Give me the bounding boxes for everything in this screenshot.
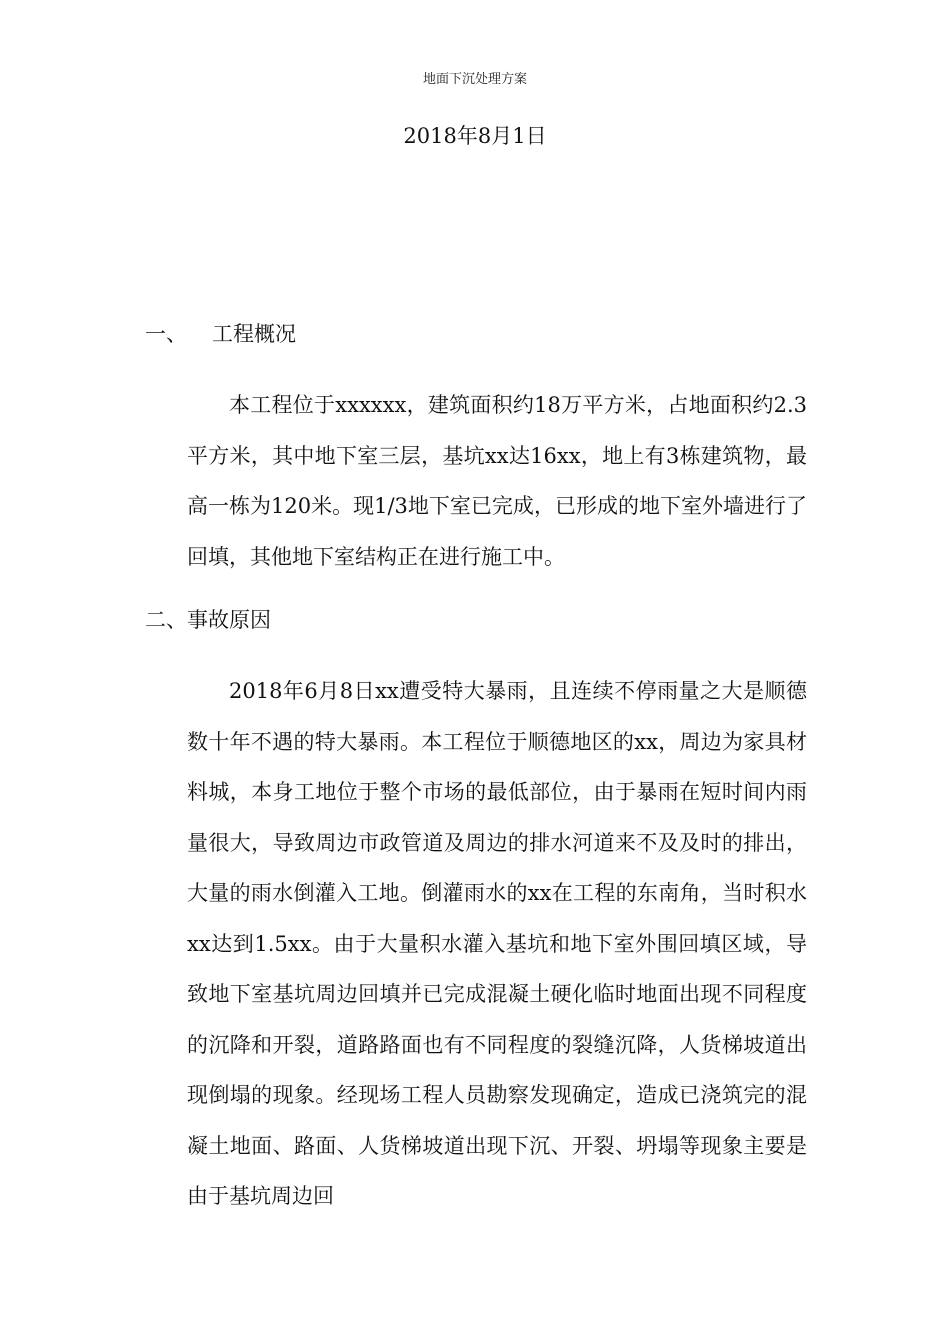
section-paragraph-cause: 2018年6月8日xx遭受特大暴雨，且连续不停雨量之大是顺德数十年不遇的特大暴雨。本工程位于顺德地区的xx，周边为家具材料城，本身工地位于整个市场的最低部位，由于暴雨在短时间内雨量很大，导致周边市政管道及周边的排水河道来不及及时的排出，大量的雨水倒灌入工地。倒灌雨水的xx在工程的东南角，当时积水xx达到1.5xx。由于大量积水灌入基坑和地下室外围回填区域，导致地下室基坑周边回填并已完成混凝土硬化临时地面出现不同程度的沉降和开裂，道路路面也有不同程度的裂缝沉降，人货梯坡道出现倒塌的现象。经现场工程人员勘察发现确定，造成已浇筑完的混凝土地面、路面、人货梯坡道出现下沉、开裂、坍塌等现象主要是由于基坑周边回 <box>187 679 807 1208</box>
section-paragraph-overview: 本工程位于xxxxxx，建筑面积约18万平方米，占地面积约2.3平方米，其中地下室三层，基坑xx达16xx，地上有3栋建筑物，最高一栋为120米。现1/3地下室已完成，已形成的地下室外墙进行了回填，其他地下室结构正在进行施工中。 <box>187 393 807 569</box>
section-number: 一、 <box>145 322 187 346</box>
section-heading-overview <box>145 320 296 348</box>
section-title: 事故原因 <box>187 608 271 632</box>
document-date: 2018年8月1日 <box>403 124 547 148</box>
section-heading-cause <box>145 606 271 634</box>
running-header: 地面下沉处理方案 <box>422 72 527 87</box>
section-number: 二、 <box>145 608 187 632</box>
section-title: 工程概况 <box>212 322 296 346</box>
